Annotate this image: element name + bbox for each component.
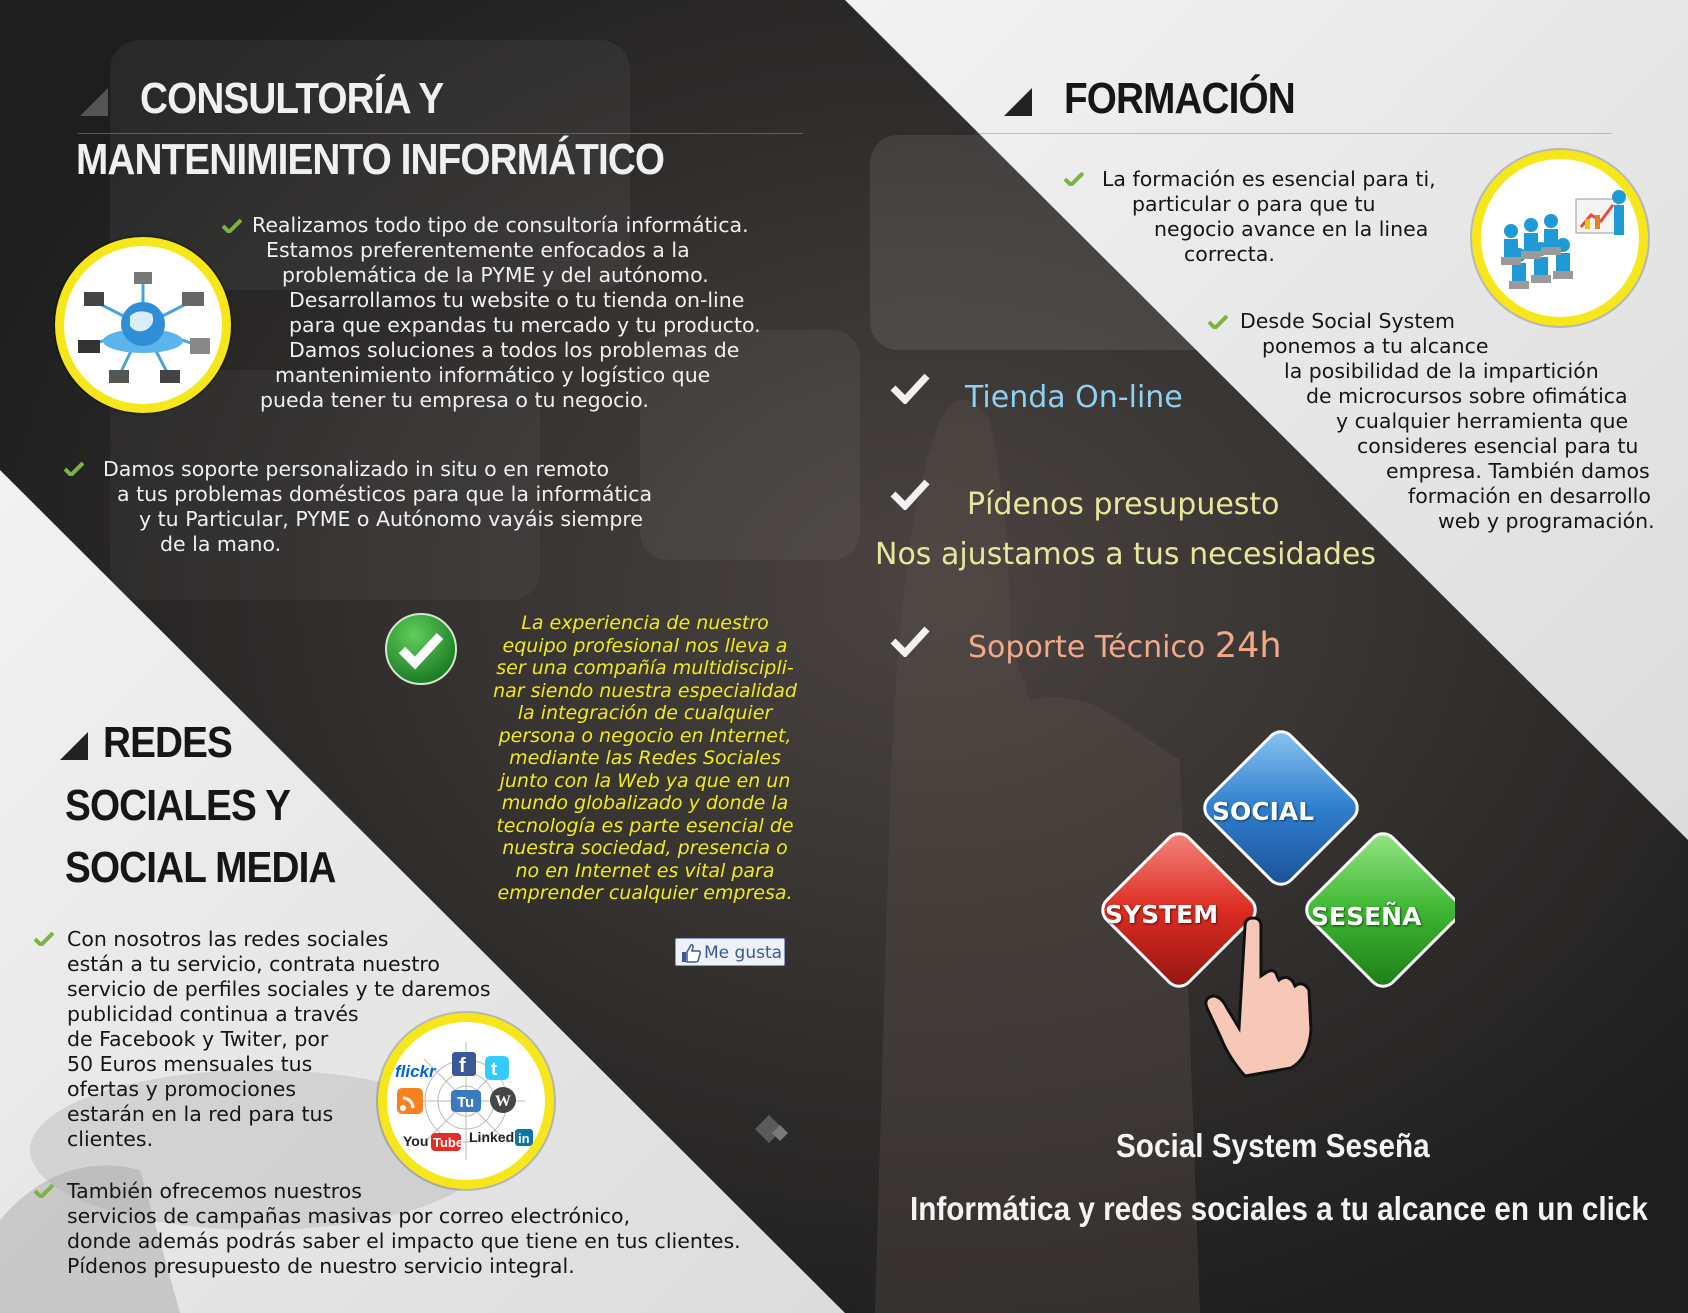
text-line: estarán en la red para tus [67,1102,334,1126]
like-button-label: Me gusta [704,943,783,963]
text-line: para que expandas tu mercado y tu producto. [289,313,761,337]
consultoria-title-line2: MANTENIMIENTO INFORMÁTICO [76,135,665,184]
quote-line: nuestra sociedad, presencia o [502,837,788,859]
text-line: Desarrollamos tu website o tu tienda on-line [289,288,745,312]
quote-line: emprender cualquier empresa. [497,882,793,904]
quote-line: la integración de cualquier [517,702,773,724]
social-networks-icon [378,1013,554,1189]
quote-line: mediante las Redes Sociales [509,747,781,769]
text-line: y cualquier herramienta que [1336,409,1629,433]
svg-text:Tu: Tu [457,1094,475,1111]
text-line: consideres esencial para tu [1357,434,1639,458]
text-line: ofertas y promociones [67,1077,297,1101]
logo-system-label: SYSTEM [1105,900,1219,929]
formacion-para1 [1102,167,1436,267]
quote-line: equipo profesional nos lleva a [502,634,788,657]
like-button[interactable] [675,938,785,966]
feature-soporte [968,626,1282,666]
text-line: Estamos preferentemente enfocados a la [266,238,690,262]
text-line: La formación es esencial para ti, [1102,167,1436,191]
quote-line: tecnología es parte esencial de [496,814,794,837]
check-icon [890,625,930,657]
text-line: donde además podrás saber el impacto que tiene en tus clientes. [67,1229,741,1253]
feature-soporte-24h: 24h [1214,626,1282,666]
section-triangle-icon [1004,88,1032,116]
quote-line: junto con la Web ya que en un [499,769,791,792]
logo-sesena-label: SESEÑA [1311,902,1422,931]
green-check-badge-icon [384,612,458,686]
section-triangle-icon [60,732,88,760]
text-line: están a tu servicio, contrata nuestro [67,952,440,976]
text-line: Desde Social System [1240,309,1455,333]
company-name: Social System Seseña [1116,1127,1430,1164]
consultoria-title-rule [78,133,803,134]
feature-presupuesto: Pídenos presupuesto [967,487,1280,522]
text-line: mantenimiento informático y logístico que [275,363,711,387]
text-line: servicios de campañas masivas por correo electrónico, [67,1204,631,1228]
formacion-title: FORMACIÓN [1064,74,1295,123]
text-line: Con nosotros las redes sociales [67,927,389,951]
thumbs-up-icon [680,942,702,964]
text-line: Damos soporte personalizado in situ o en remoto [103,457,610,481]
text-line: Realizamos todo tipo de consultoría informática. [252,213,749,237]
feature-soporte-label: Soporte Técnico [968,630,1215,665]
text-line: Damos soluciones a todos los problemas de [289,338,740,362]
svg-text:W: W [495,1093,511,1110]
experience-quote [470,612,820,905]
linkedin-logo-in: in [518,1131,530,1146]
text-line: clientes. [67,1127,154,1151]
check-icon [1208,315,1228,329]
text-line: web y programación. [1438,509,1655,533]
company-tagline: Informática y redes sociales a tu alcance en un click [910,1190,1648,1227]
consultoria-para2 [103,457,653,557]
youtube-logo-tube: Tube [433,1135,464,1150]
flickr-logo: flickr [395,1062,436,1081]
redes-para2 [67,1179,741,1279]
check-icon [34,1184,54,1198]
presentation-audience-icon [1472,150,1648,326]
text-line: ponemos a tu alcance [1262,334,1489,358]
text-line: de microcursos sobre ofimática [1306,384,1628,408]
quote-line: nar siendo nuestra especialidad [493,679,797,702]
text-line: negocio avance en la linea [1154,217,1429,241]
svg-text:flickr [395,1062,437,1081]
feature-tienda: Tienda On-line [965,380,1183,415]
formacion-title-rule [975,133,1612,134]
formacion-para2 [1240,309,1655,534]
text-line: También ofrecemos nuestros [67,1179,362,1203]
text-line: 50 Euros mensuales tus [67,1052,313,1076]
check-icon [222,219,242,233]
consultoria-para1 [252,213,761,413]
consultoria-title-line1: CONSULTORÍA Y [140,74,444,123]
text-line: problemática de la PYME y del autónomo. [282,263,709,287]
text-line: a tus problemas domésticos para que la informática [117,482,653,506]
redes-title-line1: REDES [103,718,233,767]
quote-line: no en Internet es vital para [515,859,775,882]
quote-line: ser una compañía multidiscipli- [496,657,794,679]
redes-title-line3: SOCIAL MEDIA [65,843,336,892]
check-icon [890,372,930,404]
text-line: la posibilidad de la impartición [1284,359,1599,383]
check-icon [890,478,930,510]
section-triangle-icon [80,88,108,116]
quote-line: mundo globalizado y donde la [501,792,789,814]
feature-ajustamos: Nos ajustamos a tus necesidades [875,537,1377,572]
text-line: y tu Particular, PYME o Autónomo vayáis siempre [139,507,643,531]
text-line: empresa. También damos [1386,459,1650,483]
svg-text:f: f [459,1055,466,1077]
network-globe-icon [55,237,231,413]
linkedin-logo-text: Linked [469,1129,515,1145]
text-line: servicio de perfiles sociales y te daremos [67,977,491,1001]
logo-social-label: SOCIAL [1212,797,1315,826]
text-line: publicidad continua a través [67,1002,359,1026]
text-line: de Facebook y Twiter, por [67,1027,329,1051]
text-line: formación en desarrollo [1408,484,1651,508]
text-line: particular o para que tu [1132,192,1376,216]
svg-text:t: t [491,1059,497,1079]
quote-line: persona o negocio en Internet, [498,724,792,747]
text-line: de la mano. [160,532,282,556]
redes-title-line2: SOCIALES Y [65,781,291,830]
quote-line: La experiencia de nuestro [521,612,769,634]
text-line: pueda tener tu empresa o tu negocio. [260,388,649,412]
text-line: Pídenos presupuesto de nuestro servicio integral. [67,1254,575,1278]
check-icon [1064,172,1084,186]
check-icon [34,932,54,946]
text-line: correcta. [1184,242,1275,266]
youtube-logo-you: You [403,1133,429,1149]
check-icon [64,462,84,476]
